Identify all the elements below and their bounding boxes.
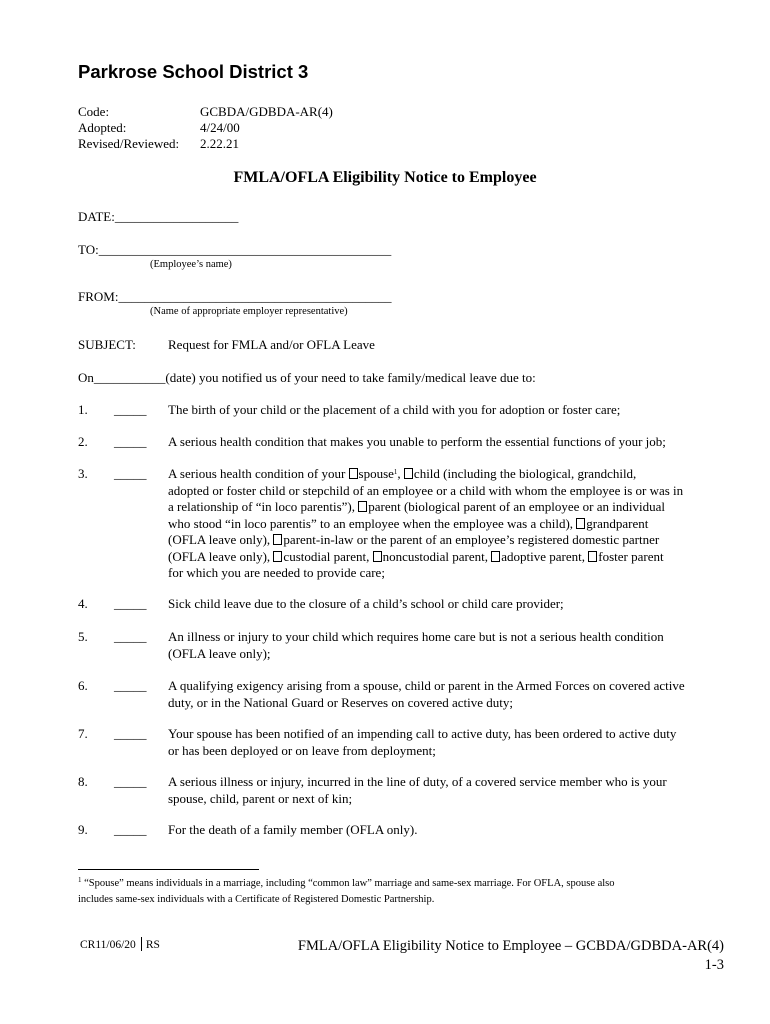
item-3-line: (OFLA leave only), parent-in-law or the parent of an employee’s registered domestic partner: [168, 532, 660, 547]
adopted-label: Adopted:: [78, 120, 127, 135]
item-blank: _____: [114, 678, 147, 693]
item-3-line: A serious health condition of your spouse$^1$, child (including the biological, grandchild,: [168, 466, 637, 481]
adopted-value: 4/24/00: [200, 120, 240, 135]
item-blank: _____: [114, 726, 147, 741]
revised-label: Revised/Reviewed:: [78, 136, 180, 151]
parent-in-law-checkbox[interactable]: [273, 534, 282, 545]
footer-title: FMLA/OFLA Eligibility Notice to Employee – GCBDA/GDBDA-AR(4) 1-3: [297, 938, 724, 973]
item-3-line: a relationship of “in loco parentis”), parent (biological parent of an employee or an individual: [168, 499, 665, 514]
to-caption: (Employee’s name): [150, 259, 232, 270]
item-text: A serious illness or injury, incurred in the line of duty, of a covered service member who is your spouse, child, parent or next of kin;: [168, 774, 667, 806]
item-number: 4.: [78, 596, 88, 611]
revised-value: 2.22.21: [200, 136, 239, 151]
item-number: 7.: [78, 726, 88, 741]
item-blank: _____: [114, 466, 147, 481]
item-text: An illness or injury to your child which requires home care but is not a serious health condition (OFLA leave only);: [168, 629, 664, 661]
footnote-ref: 1: [393, 468, 398, 476]
item-number: 1.: [78, 402, 88, 417]
item-blank: _____: [114, 434, 147, 449]
footnote: $^1$ “Spouse” means individuals in a marriage, including “common law” marriage and same-sex marriage. For OFLA, spouse also includes same-sex individuals with a Certificate of Registered Domestic Partnership.: [78, 876, 615, 905]
item-text: Your spouse has been notified of an impending call to active duty, has been ordered to active duty or has been deployed or on leave from deployment;: [168, 726, 677, 758]
subject-value: Request for FMLA and/or OFLA Leave: [168, 337, 375, 352]
footnote-divider: [78, 869, 259, 870]
foster-parent-checkbox[interactable]: [588, 551, 597, 562]
to-field: TO:_____________________________________________: [78, 242, 392, 257]
district-name: Parkrose School District 3: [78, 61, 309, 82]
item-blank: _____: [114, 596, 147, 611]
document-title: FMLA/OFLA Eligibility Notice to Employee: [233, 169, 537, 186]
intro-text: On___________(date) you notified us of your need to take family/medical leave due to:: [78, 370, 536, 385]
item-number: 9.: [78, 822, 88, 837]
item-blank: _____: [114, 774, 147, 789]
item-3-line: adopted or foster child or stepchild of an employee or a child with whom the employee is or was in: [168, 482, 684, 498]
item-3-line: (OFLA leave only), custodial parent, noncustodial parent, adoptive parent, foster parent: [168, 548, 664, 564]
from-field: FROM:__________________________________________: [78, 289, 392, 304]
item-number: 6.: [78, 678, 88, 693]
item-blank: _____: [114, 822, 147, 837]
noncustodial-parent-checkbox[interactable]: [373, 551, 382, 562]
item-number: 5.: [78, 629, 88, 644]
item-3-text: [168, 466, 728, 582]
date-field: DATE:___________________: [78, 209, 239, 224]
footer-separator: [141, 937, 142, 951]
item-blank: _____: [114, 402, 147, 417]
page-number: 1-3: [704, 957, 724, 973]
code-label: Code:: [78, 104, 110, 119]
item-text: A serious health condition that makes you unable to perform the essential functions of your job;: [168, 434, 666, 449]
item-number: 3.: [78, 466, 88, 481]
item-text: For the death of a family member (OFLA only).: [168, 822, 418, 837]
item-number: 2.: [78, 434, 88, 449]
item-number: 8.: [78, 774, 88, 789]
adoptive-parent-checkbox[interactable]: [491, 551, 500, 562]
item-text: The birth of your child or the placement of a child with you for adoption or foster care;: [168, 402, 621, 417]
footnote-mark: 1: [78, 876, 82, 884]
grandparent-checkbox[interactable]: [576, 518, 585, 529]
item-blank: _____: [114, 629, 147, 644]
subject-label: SUBJECT:: [78, 337, 136, 352]
code-value: GCBDA/GDBDA-AR(4): [200, 104, 333, 119]
spouse-checkbox[interactable]: [349, 468, 358, 479]
item-3-line: who stood “in loco parentis” to an employee when the employee was a child), grandparent: [168, 515, 649, 531]
custodial-parent-checkbox[interactable]: [273, 551, 282, 562]
item-3-line: for which you are needed to provide care;: [168, 565, 385, 580]
parent-checkbox[interactable]: [358, 501, 367, 512]
footer-code: CR11/06/20 RS: [80, 939, 160, 951]
item-text: Sick child leave due to the closure of a child’s school or child care provider;: [168, 596, 564, 611]
item-text: A qualifying exigency arising from a spouse, child or parent in the Armed Forces on covered active duty, or in the National Guard or Reserves on covered active duty;: [168, 678, 685, 710]
child-checkbox[interactable]: [404, 468, 413, 479]
from-caption: (Name of appropriate employer representative): [150, 306, 348, 317]
